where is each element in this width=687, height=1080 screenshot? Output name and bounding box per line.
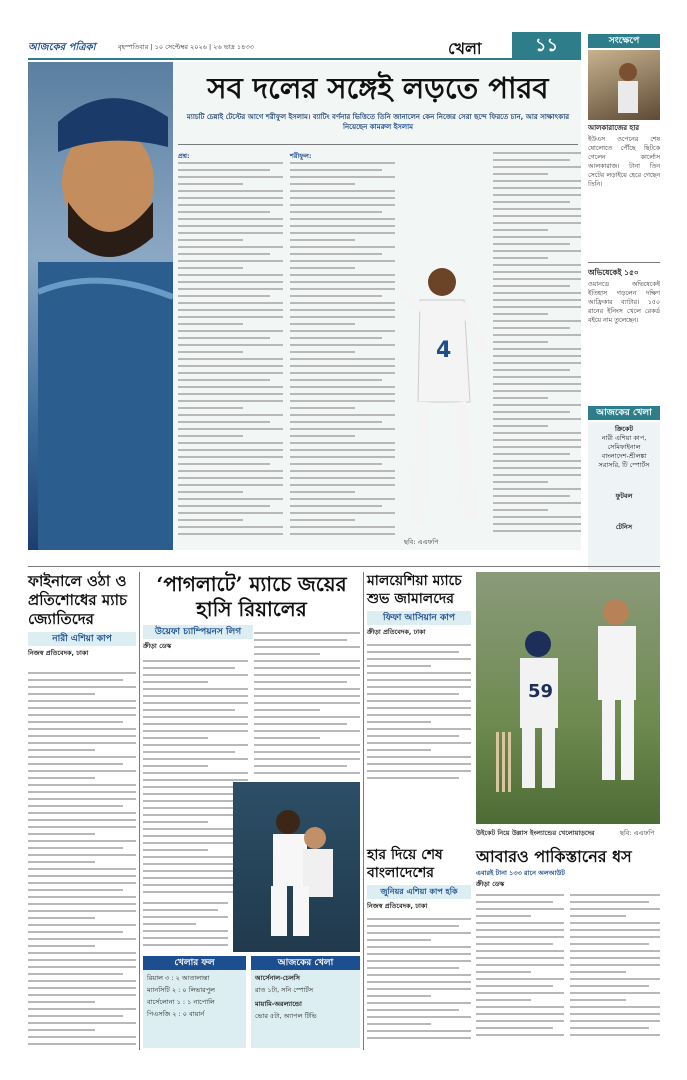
lead-headline: সব দলের সঙ্গেই লড়তে পারব [207,71,549,105]
today-womens-asia-cup: নারী এশিয়া কাপ, সেমিফাইনাল [601,434,647,451]
story1-byline: নিজস্ব প্রতিবেদক, ঢাকা [28,649,89,657]
england-photo-credit: ছবি: এএফপি [620,829,655,837]
today2-row-4: ভোর ৫টা, অ্যাপল টিভি [255,1012,317,1020]
sidebar-today-list [588,422,660,570]
sidebar-item1-title: আলকারাজের হার [588,124,640,132]
sidebar-photo-tennis [588,50,660,120]
sidebar-item1-body: ইউএস ওপেনের শেষ ষোলোতে পৌঁছে ছিটকে গেলেন কার্লোস আলকারাজ। টানা তিন সেটের লড়াইয়ে হেরে গেছেন তিনি। [588,136,660,188]
today2-row-1: আর্সেনাল-চেলসি [255,974,300,982]
results-box [143,956,246,1048]
result-row-2: ম্যানসিটি ২ : ০ লিভারপুল [147,986,215,994]
masthead-date: বৃহস্পতিবার | ১০ সেপ্টেম্বর ২০২৬ | ২৬ ভাদ্র ১৪৩৩ [118,43,254,51]
story4-tag: জুনিয়র এশিয়া কাপ হকি [367,885,471,899]
story5-subhead: এবারই টানা ১৩৩ রানে অলআউট [476,869,565,877]
lead-column-1 [178,152,283,544]
story-hockey [367,846,471,1050]
svg-text:4: 4 [436,338,452,363]
lead-q-label: প্রশ্ন: [178,152,190,160]
lead-photo-caption: ছবি: এএফপি [404,538,439,546]
story-jyoti [28,572,136,1050]
today2-box [251,956,360,1048]
masthead [28,34,581,60]
story3-byline: ক্রীড়া প্রতিবেদক, ঢাকা [367,628,426,636]
page-number: ১১ [512,32,581,60]
story5-byline: ক্রীড়া ডেস্ক [476,880,505,888]
sidebar-item2-title: অভিষেকেই ১৫০ [588,268,639,277]
story3-headline: মালয়েশিয়া ম্যাচে শুভ জামালদের [367,573,462,607]
player-portrait [28,62,173,550]
england-photo [476,572,660,824]
paper-logo: আজকের পত্রিকা [28,42,96,53]
story-real [143,572,360,1050]
today2-row-3: মায়ামি-অরল্যান্ডো [255,1000,302,1008]
cricketers-figure [476,572,660,824]
lead-a-label: শরীফুল: [290,152,312,160]
lead-intro [178,112,578,132]
today-cricket: ক্রিকেট [615,425,633,433]
tennis-player-figure [588,50,660,120]
bowler-action-photo [400,252,490,542]
story4-headline: হার দিয়ে শেষ বাংলাদেশের [367,847,443,881]
result-row-4: পিএসজি ২ : ০ বায়ার্ন [147,1010,205,1018]
story2-tag: উয়েফা চ্যাম্পিয়নস লিগ [143,625,253,639]
results-header: খেলার ফল [143,956,246,970]
today2-row-2: রাত ১টা, সনি স্পোর্টস [255,986,314,994]
lead-column-3 [493,152,581,544]
svg-text:59: 59 [528,681,554,702]
today-match: বাংলাদেশ-শ্রীলঙ্কা [601,452,647,460]
section-label: খেলা [448,39,482,58]
result-row-1: রিয়াল ৩ : ২ আতালান্তা [147,974,210,982]
portrait-illustration [28,62,173,550]
story1-tag: নারী এশিয়া কাপ [28,632,136,646]
story2-headline: ‘পাগলাটে’ ম্যাচে জয়ের হাসি রিয়ালের [156,572,347,621]
footballers-figure [233,782,360,952]
story4-byline: নিজস্ব প্রতিবেদক, ঢাকা [367,902,428,910]
today-tennis: টেনিস [615,523,633,531]
story1-headline: ফাইনালে ওঠা ও প্রতিশোধের ম্যাচ জ্যোতিদের [28,572,128,628]
real-celebration-photo [233,782,360,952]
sidebar-item2-body: ওয়ানডে অভিষেকেই ইতিহাস গড়লেন দক্ষিণ আফ্রিকার ব্যাটার। ১৫০ রানের ইনিংস খেলে রেকর্ড বইয়ে নাম তুলেছেন। [588,281,660,324]
sidebar-header: সংক্ষেপে [588,34,660,48]
lead-interviewer: কামরুল ইসলাম [369,123,414,131]
story3-tag: ফিফা আসিয়ান কাপ [367,611,471,625]
story-malaysia [367,572,471,792]
story5-headline: আবারও পাকিস্তানের ধস [476,847,632,866]
lead-column-2 [290,152,395,544]
today2-header: আজকের খেলা [251,956,360,970]
bowler-figure [400,252,490,542]
story-pakistan [476,846,660,1050]
sidebar-today-header: আজকের খেলা [588,406,660,420]
lead-story [28,62,581,550]
today-football: ফুটবল [615,492,633,500]
sidebar [588,34,660,570]
story2-byline: ক্রীড়া ডেস্ক [143,642,172,650]
england-photo-caption: উইকেট নিয়ে উল্লাস ইংল্যান্ডের খেলোয়াড়দের [476,829,595,837]
result-row-3: বার্সেলোনা ১ : ১ নাপোলি [147,998,215,1006]
lead-intro-text: ম্যাচটি চেন্নাই টেস্টের আগে শরীফুল ইসলাম। ব্যাটিং বর্ণনার ভিত্তিতে তিনি জানালেন কেন নিজের সেরা ছন্দে ফিরতে চান, আর সাক্ষাৎকার নিয়েছেন [186,113,570,131]
today-channel: সরাসরি, টি স্পোর্টস [598,461,650,469]
